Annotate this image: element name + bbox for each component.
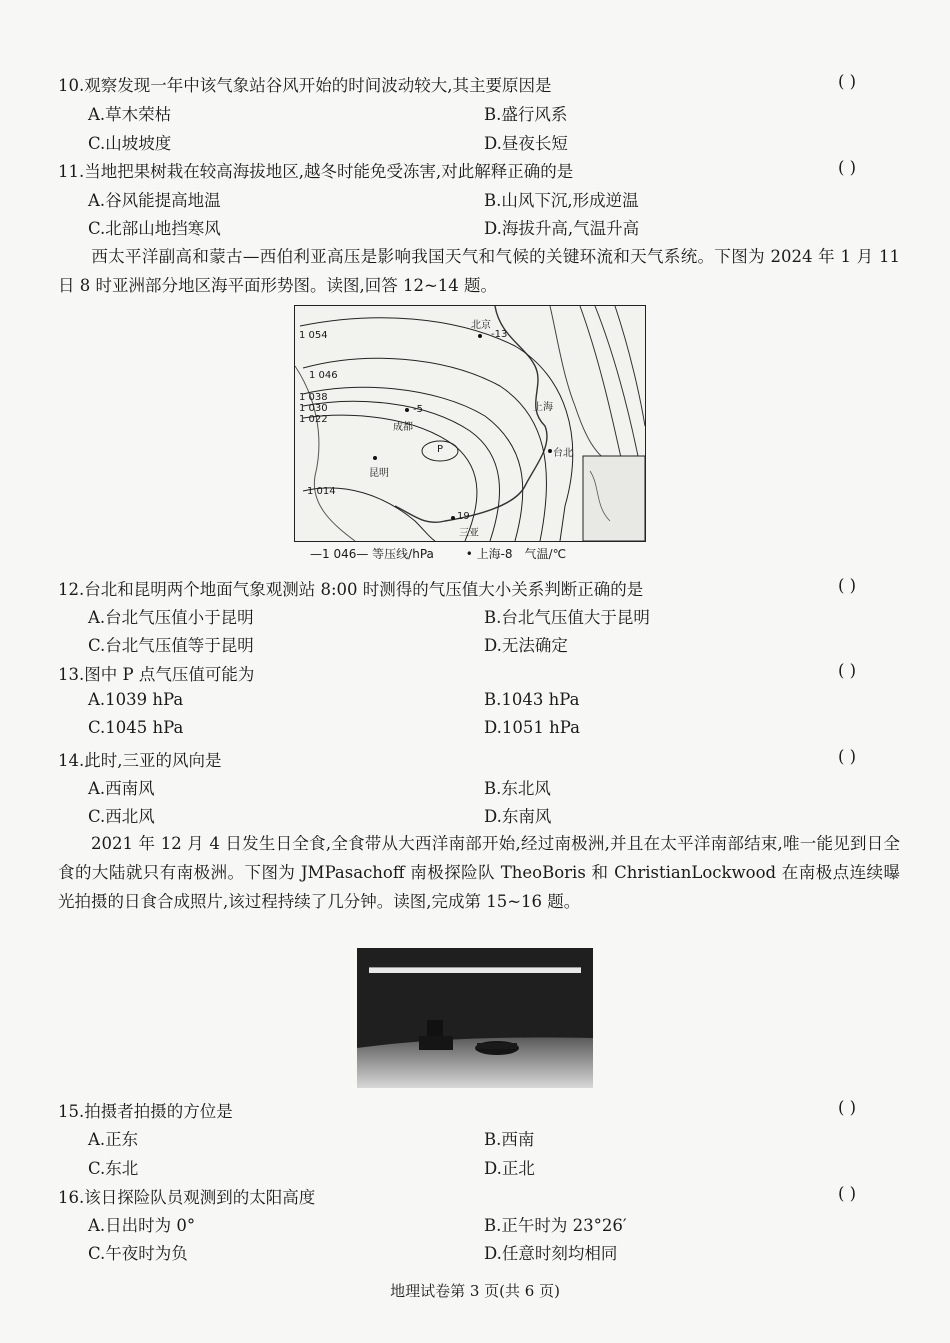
q12-option-c: C.台北气压值等于昆明 <box>88 636 254 655</box>
q10-option-b: B.盛行风系 <box>484 105 568 124</box>
q14-option-a: A.西南风 <box>88 779 155 798</box>
q13-option-d: D.1051 hPa <box>484 718 580 737</box>
q15-option-a: A.正东 <box>88 1130 139 1149</box>
sea-level-pressure-map <box>294 305 646 542</box>
q16-option-b: B.正午时为 23°26′ <box>484 1216 627 1235</box>
q10-option-d: D.昼夜长短 <box>484 134 568 153</box>
passage-weather <box>58 242 900 300</box>
question-13-stem: 13.图中 P 点气压值可能为 <box>58 665 255 684</box>
question-11-stem: 11.当地把果树栽在较高海拔地区,越冬时能免受冻害,对此解释正确的是 <box>58 162 574 181</box>
q14-option-b: B.东北风 <box>484 779 551 798</box>
q14-option-d: D.东南风 <box>484 807 552 826</box>
q11-option-a: A.谷风能提高地温 <box>88 191 221 210</box>
question-14-stem: 14.此时,三亚的风向是 <box>58 751 222 770</box>
answer-paren-13: ( ) <box>838 661 857 680</box>
isobar-label-1014: 1 014 <box>307 486 336 497</box>
legend-isobar: —1 046— 等压线/hPa <box>310 547 434 561</box>
q11-option-d: D.海拔升高,气温升高 <box>484 219 640 238</box>
map-label-kunming: 昆明 <box>369 468 389 479</box>
q15-option-b: B.西南 <box>484 1130 535 1149</box>
q15-option-c: C.东北 <box>88 1159 139 1178</box>
q11-option-c: C.北部山地挡寒风 <box>88 219 221 238</box>
map-label-chengdu-temp: -5 <box>413 404 423 415</box>
map-label-beijing-temp: -13 <box>491 329 508 340</box>
q12-option-b: B.台北气压值大于昆明 <box>484 608 650 627</box>
q14-option-c: C.西北风 <box>88 807 155 826</box>
q10-option-c: C.山坡坡度 <box>88 134 172 153</box>
map-label-shanghai: 上海 <box>533 402 553 413</box>
q13-option-c: C.1045 hPa <box>88 718 184 737</box>
q16-option-a: A.日出时为 0° <box>88 1216 196 1235</box>
answer-paren-15: ( ) <box>838 1098 857 1117</box>
q16-option-c: C.午夜时为负 <box>88 1244 188 1263</box>
question-15-stem: 15.拍摄者拍摄的方位是 <box>58 1102 233 1121</box>
q12-option-a: A.台北气压值小于昆明 <box>88 608 254 627</box>
q12-option-d: D.无法确定 <box>484 636 568 655</box>
answer-paren-12: ( ) <box>838 576 857 595</box>
isobar-label-1038: 1 038 <box>299 392 328 403</box>
q13-option-a: A.1039 hPa <box>88 690 184 709</box>
answer-paren-11: ( ) <box>838 158 857 177</box>
page-footer: 地理试卷第 3 页(共 6 页) <box>390 1282 560 1300</box>
question-16-stem: 16.该日探险队员观测到的太阳高度 <box>58 1188 316 1207</box>
pressure-map-drawing <box>295 306 645 541</box>
passage-weather-text: 西太平洋副高和蒙古—西伯利亚高压是影响我国天气和气候的关键环流和天气系统。下图为 2024 年 1 月 11 日 8 时亚洲部分地区海平面形势图。读图,回答 12~14 题。 <box>58 247 900 295</box>
q10-option-a: A.草木荣枯 <box>88 105 172 124</box>
map-label-sanya: 三亚 <box>459 528 479 539</box>
answer-paren-16: ( ) <box>838 1184 857 1203</box>
map-label-sanya-temp: 19 <box>457 511 470 522</box>
map-legend <box>310 545 594 562</box>
map-label-taibei: 台北 <box>553 448 573 459</box>
passage-eclipse-text: 2021 年 12 月 4 日发生日全食,全食带从大西洋南部开始,经过南极洲,并且在太平洋南部结束,唯一能见到日全食的大陆就只有南极洲。下图为 JMPasachoff 南极探险队 TheoBoris 和 ChristianLockwood 在南极点连续曝光拍摄的日食合成照片,该过程持续了几分钟。读图,完成第 15~16 题。 <box>58 834 900 911</box>
question-10-stem: 10.观察发现一年中该气象站谷风开始的时间波动较大,其主要原因是 <box>58 76 552 95</box>
map-label-beijing: 北京 <box>471 320 491 331</box>
answer-paren-10: ( ) <box>838 72 857 91</box>
legend-temperature: • 上海-8 气温/℃ <box>465 547 567 561</box>
map-label-chengdu: 成都 <box>393 422 413 433</box>
q11-option-b: B.山风下沉,形成逆温 <box>484 191 639 210</box>
q13-option-b: B.1043 hPa <box>484 690 580 709</box>
isobar-label-1022: 1 022 <box>299 414 328 425</box>
isobar-label-1030: 1 030 <box>299 403 328 414</box>
passage-eclipse <box>58 829 900 916</box>
isobar-label-1046: 1 046 <box>309 370 338 381</box>
question-12-stem: 12.台北和昆明两个地面气象观测站 8:00 时测得的气压值大小关系判断正确的是 <box>58 580 644 599</box>
eclipse-photo-drawing <box>357 948 593 1088</box>
isobar-label-1054: 1 054 <box>299 330 328 341</box>
q16-option-d: D.任意时刻均相同 <box>484 1244 618 1263</box>
q15-option-d: D.正北 <box>484 1159 535 1178</box>
eclipse-composite-photo <box>357 948 593 1088</box>
answer-paren-14: ( ) <box>838 747 857 766</box>
map-label-p-point: P <box>437 444 444 455</box>
